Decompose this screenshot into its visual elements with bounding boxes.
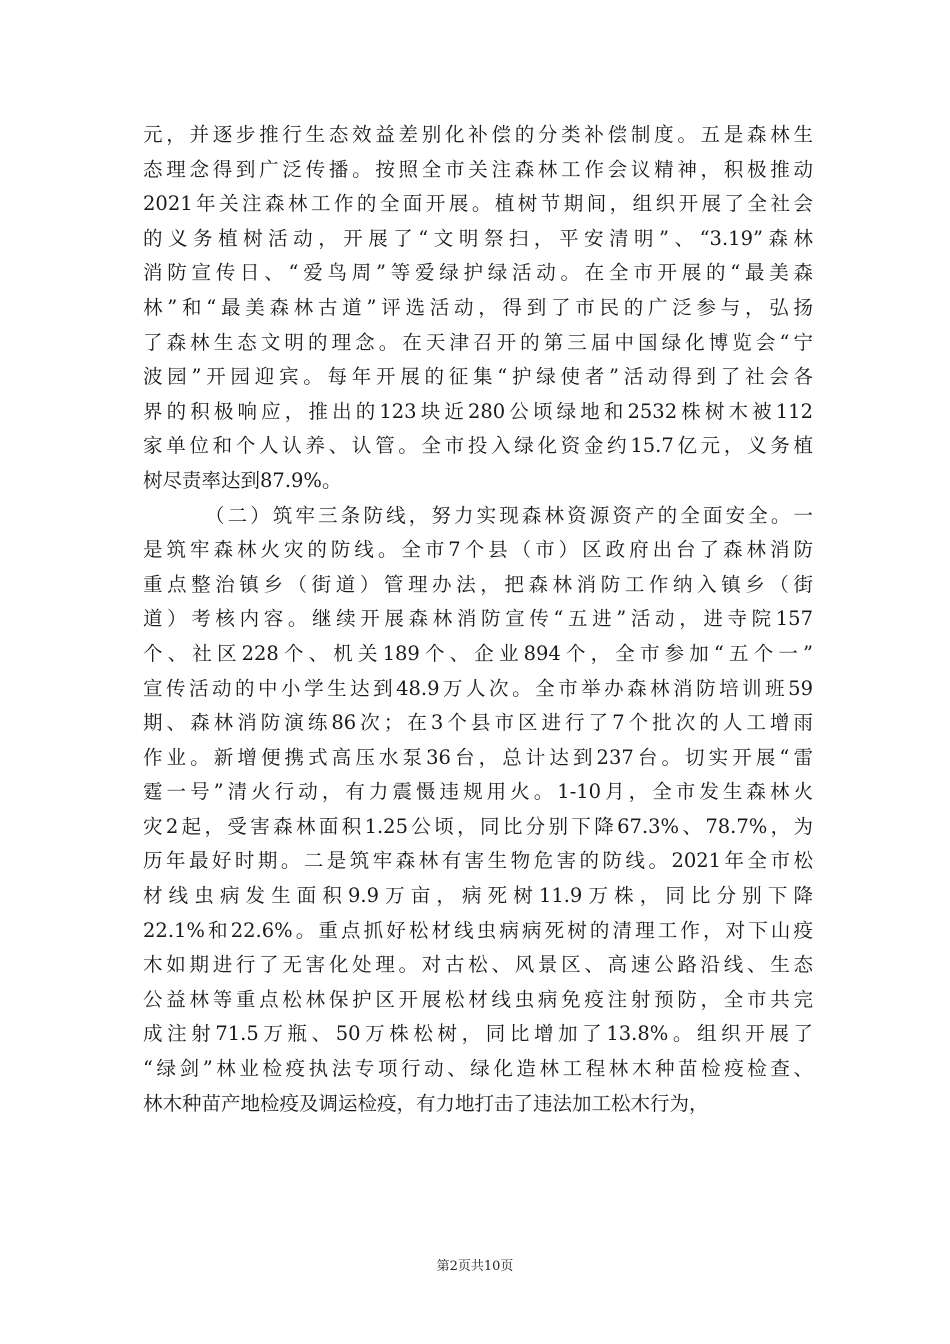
text-line: 历年最好时期。二是筑牢森林有害生物危害的防线。2021年全市松 (143, 849, 813, 873)
text-line: 态理念得到广泛传播。按照全市关注森林工作会议精神，积极推动 (143, 157, 813, 181)
page-number-footer: 第2页共10页 (436, 1259, 514, 1274)
text-line: 宣传活动的中小学生达到48.9万人次。全市举办森林消防培训班59 (143, 676, 813, 700)
text-line: 霆一号”清火行动，有力震慑违规用火。1-10月，全市发生森林火 (143, 780, 813, 804)
text-line: 元，并逐步推行生态效益差别化补偿的分类补偿制度。五是森林生 (143, 123, 813, 146)
text-line: 界的积极响应，推出的123块近280公顷绿地和2532株树木被112 (143, 399, 813, 423)
text-line: 个、社区228个、机关189个、企业894个，全市参加“五个一” (143, 641, 813, 665)
text-line: 灾2起，受害森林面积1.25公顷，同比分别下降67.3%、78.7%，为 (143, 814, 813, 838)
text-line: 林木种苗产地检疫及调运检疫，有力地打击了违法加工松木行为， (143, 1091, 709, 1115)
text-line: 了森林生态文明的理念。在天津召开的第三届中国绿化博览会“宁 (143, 330, 813, 354)
paragraph-heading-line: （二）筑牢三条防线，努力实现森林资源资产的全面安全。一 (205, 503, 813, 527)
text-line: 公益林等重点松林保护区开展松材线虫病免疫注射预防，全市共完 (143, 987, 813, 1011)
body-text (143, 118, 813, 1121)
text-line: “绿剑”林业检疫执法专项行动、绿化造林工程林木种苗检疫检查、 (143, 1057, 813, 1081)
text-line: 波园”开园迎宾。每年开展的征集“护绿使者”活动得到了社会各 (143, 365, 813, 389)
text-line: 材线虫病发生面积9.9万亩，病死树11.9万株，同比分别下降 (143, 884, 813, 908)
text-line: 重点整治镇乡（街道）管理办法，把森林消防工作纳入镇乡（街 (143, 572, 813, 596)
text-line: 消防宣传日、“爱鸟周”等爱绿护绿活动。在全市开展的“最美森 (143, 261, 813, 285)
text-line: 期、森林消防演练86次；在3个县市区进行了7个批次的人工增雨 (143, 711, 813, 735)
text-line: 道）考核内容。继续开展森林消防宣传“五进”活动，进寺院157 (143, 607, 813, 631)
text-line: 作业。新增便携式高压水泵36台，总计达到237台。切实开展“雷 (143, 745, 813, 769)
text-line: 22.1%和22.6%。重点抓好松材线虫病病死树的清理工作，对下山疫 (143, 918, 813, 942)
text-line: 家单位和个人认养、认管。全市投入绿化资金约15.7亿元，义务植 (143, 434, 813, 458)
text-line: 2021年关注森林工作的全面开展。植树节期间，组织开展了全社会 (143, 192, 813, 216)
text-line: 林”和“最美森林古道”评选活动，得到了市民的广泛参与，弘扬 (143, 295, 813, 319)
text-line: 是筑牢森林火灾的防线。全市7个县（市）区政府出台了森林消防 (143, 538, 813, 562)
text-line: 成注射71.5万瓶、50万株松树，同比增加了13.8%。组织开展了 (143, 1022, 813, 1046)
text-line: 的义务植树活动，开展了“文明祭扫，平安清明”、“3.19”森林 (143, 226, 813, 250)
text-line: 树尽责率达到87.9%。 (143, 468, 342, 492)
text-line: 木如期进行了无害化处理。对古松、风景区、高速公路沿线、生态 (143, 953, 813, 977)
